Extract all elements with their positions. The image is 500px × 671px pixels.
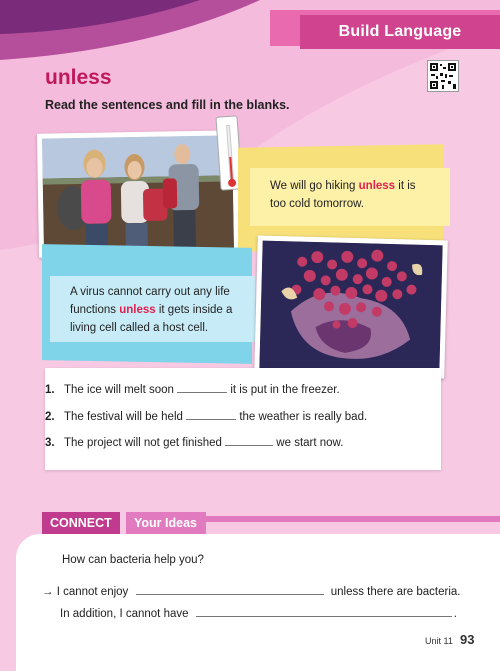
sentence-text: it is too cold tomorrow. <box>270 180 416 211</box>
connect-tab <box>42 512 120 534</box>
connect-question: How can bacteria help you? <box>62 554 204 566</box>
item-number: 3. <box>45 437 55 449</box>
keyword-unless: unless <box>119 303 156 316</box>
sentence-text: A virus cannot carry out any life functions <box>70 286 230 316</box>
exercise-item-2 <box>45 409 367 423</box>
answer-line-2 <box>60 606 457 620</box>
section-label: Build Language <box>338 23 462 40</box>
item-text-after: the weather is really bad. <box>239 411 368 423</box>
hikers-photo <box>37 130 239 257</box>
item-number: 1. <box>45 384 55 396</box>
sentence-text: We will go hiking <box>270 180 359 192</box>
instruction-text: Read the sentences and fill in the blanks. <box>45 98 290 112</box>
keyword-unless: unless <box>358 180 396 192</box>
answer-blank[interactable] <box>177 382 227 393</box>
item-text-before: The project will not get finished <box>64 437 222 449</box>
virus-illustration <box>254 236 448 379</box>
answer-line-1 <box>42 584 461 598</box>
item-text-before: The festival will be held <box>64 411 183 423</box>
exercise-item-3 <box>45 435 343 449</box>
answer-suffix: unless there are bacteria. <box>330 586 461 598</box>
unit-label: Unit 11 <box>425 636 453 646</box>
your-ideas-label: Your Ideas <box>134 516 197 530</box>
section-header-tab <box>300 15 500 49</box>
qr-code-icon[interactable] <box>427 60 459 92</box>
item-text-before: The ice will melt soon <box>64 384 174 396</box>
item-number: 2. <box>45 411 55 423</box>
item-text-after: we start now. <box>276 437 344 449</box>
exercise-item-1 <box>45 382 340 396</box>
answer-blank[interactable] <box>196 606 452 617</box>
sentence-text: it gets inside a living cell called a host cell. <box>70 303 233 334</box>
answer-prefix: In addition, I cannot have <box>60 608 189 620</box>
answer-blank[interactable] <box>225 435 273 446</box>
item-text-after: it is put in the freezer. <box>230 384 340 396</box>
page-title: unless <box>45 66 112 89</box>
example-sentence-2 <box>50 276 255 342</box>
your-ideas-tab <box>126 512 206 534</box>
answer-prefix: → I cannot enjoy <box>42 586 129 598</box>
example-sentence-1 <box>250 168 450 226</box>
connect-divider <box>206 516 500 522</box>
connect-label: CONNECT <box>50 516 112 530</box>
answer-blank[interactable] <box>186 409 236 420</box>
answer-blank[interactable] <box>136 584 324 595</box>
answer-suffix: . <box>453 608 457 620</box>
page-number: 93 <box>460 632 475 647</box>
